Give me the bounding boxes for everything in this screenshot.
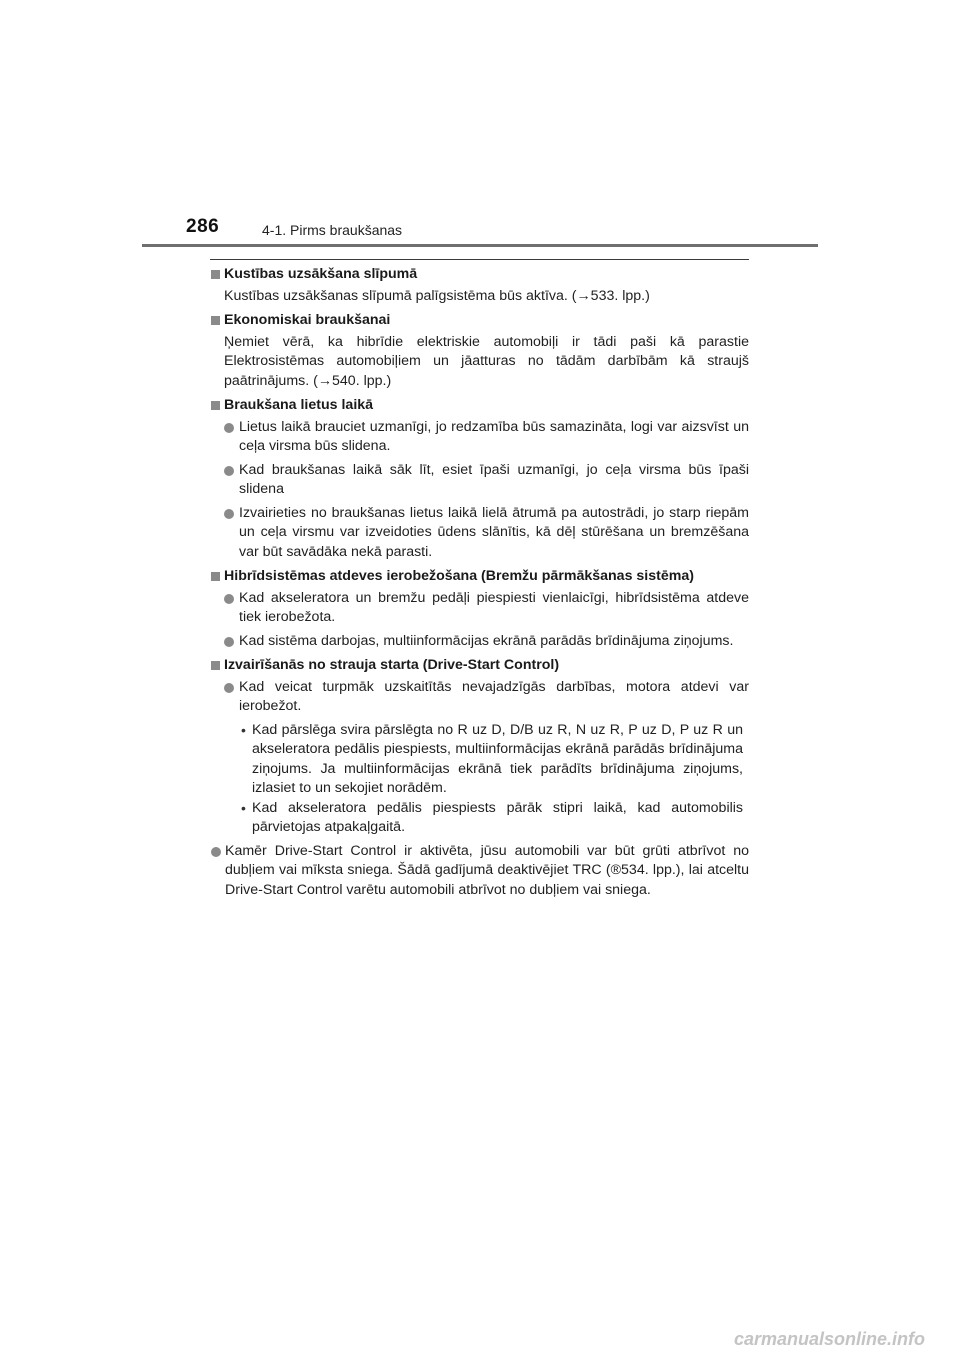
section-hill-start [210, 265, 749, 306]
list-item-text: Kamēr Drive-Start Control ir aktivēta, jūsu automobili var būt grūti atbrīvot no dubļiem vai mīksta sniega. Šādā gadījumā deaktivējiet TRC (®534. lpp.), lai atceltu Drive-Start Control varētu automobili atbrīvot no dubļiem vai sniega. [225, 842, 749, 898]
list-item-text: Kad sistēma darbojas, multiinformācijas ekrānā parādās brīdinājuma ziņojums. [239, 632, 734, 649]
sub-list-item [210, 721, 749, 799]
section-heading [210, 656, 749, 676]
round-bullet-icon [224, 466, 234, 476]
section-heading [210, 567, 749, 587]
paragraph: Ņemiet vērā, ka hibrīdie elektriskie automobiļi ir tādi paši kā parastie Elektrosistēmas automobiļiem un jāatturas no tādām darbībām kā straujš paātrinājums. (→540. lpp.) [224, 333, 749, 389]
page-header [0, 0, 960, 250]
list-item-text: Izvairieties no braukšanas lietus laikā lielā ātrumā pa autostrādi, jo starp riepām un ceļa virsmu var izveidoties ūdens slānītis, kā dēļ stūrēšana un bremzēšana var būt savādāka nekā parasti. [239, 504, 749, 560]
round-bullet-icon [224, 423, 234, 433]
square-bullet-icon [211, 401, 220, 410]
small-bullet-icon: • [241, 721, 246, 738]
square-bullet-icon [211, 270, 220, 279]
section-rain-driving [210, 396, 749, 562]
list-item [210, 678, 749, 717]
list-item [210, 504, 749, 563]
heading-text: Kustības uzsākšana slīpumā [224, 266, 418, 282]
list-item-text: Kad akseleratora un bremžu pedāļi piespiesti vienlaicīgi, hibrīdsistēma atdeve tiek ierobežota. [239, 589, 749, 625]
section-title: 4-1. Pirms braukšanas [262, 222, 403, 238]
square-bullet-icon [211, 661, 220, 670]
header-divider [142, 244, 818, 247]
list-item-text: Kad veicat turpmāk uzskaitītās nevajadzīgās darbības, motora atdevi var ierobežot. [239, 678, 749, 714]
sub-list-item-text: Kad pārslēga svira pārslēgta no R uz D, D/B uz R, N uz R, P uz D, P uz R un akseleratora pedālis piespiests, multiinformācijas ekrānā parādās brīdinājuma ziņojums. Ja multiinformācijas ekrānā tiek parādīts brīdinājuma ziņojums, izlasiet to un sekojiet norādēm. [252, 721, 743, 796]
list-item-text: Kad braukšanas laikā sāk līt, esiet īpaši uzmanīgi, jo ceļa virsma būs īpaši slidena [239, 461, 749, 497]
page-content [210, 265, 749, 905]
list-item [210, 461, 749, 500]
section-drive-start-control [210, 656, 749, 900]
heading-text: Izvairīšanās no strauja starta (Drive-Start Control) [224, 657, 560, 673]
list-item [210, 842, 749, 901]
heading-text: Braukšana lietus laikā [224, 397, 374, 413]
small-bullet-icon: • [241, 799, 246, 816]
list-item [210, 589, 749, 628]
round-bullet-icon [224, 594, 234, 604]
square-bullet-icon [211, 316, 220, 325]
list-item [210, 418, 749, 457]
heading-text: Ekonomiskai braukšanai [224, 312, 391, 328]
page-number: 286 [186, 216, 220, 237]
section-eco-driving [210, 311, 749, 391]
round-bullet-icon [224, 637, 234, 647]
section-heading [210, 265, 749, 285]
paragraph: Kustības uzsākšanas slīpumā palīgsistēma būs aktīva. (→533. lpp.) [224, 287, 650, 304]
content-divider [210, 259, 749, 260]
list-item [210, 632, 749, 652]
section-heading [210, 396, 749, 416]
round-bullet-icon [224, 683, 234, 693]
section-heading [210, 311, 749, 331]
square-bullet-icon [211, 572, 220, 581]
sub-list-item [210, 799, 749, 838]
watermark-logo: carmanualsonline.info [734, 1329, 926, 1349]
heading-text: Hibrīdsistēmas atdeves ierobežošana (Bremžu pārmākšanas sistēma) [224, 568, 694, 584]
section-hybrid-output-limit [210, 567, 749, 651]
sub-list-item-text: Kad akseleratora pedālis piespiests pārāk stipri laikā, kad automobilis pārvietojas atpakaļgaitā. [252, 799, 743, 835]
round-bullet-icon [224, 509, 234, 519]
round-bullet-icon [211, 847, 221, 857]
list-item-text: Lietus laikā brauciet uzmanīgi, jo redzamība būs samazināta, logi var aizsvīst un ceļa virsma būs slidena. [239, 418, 749, 454]
